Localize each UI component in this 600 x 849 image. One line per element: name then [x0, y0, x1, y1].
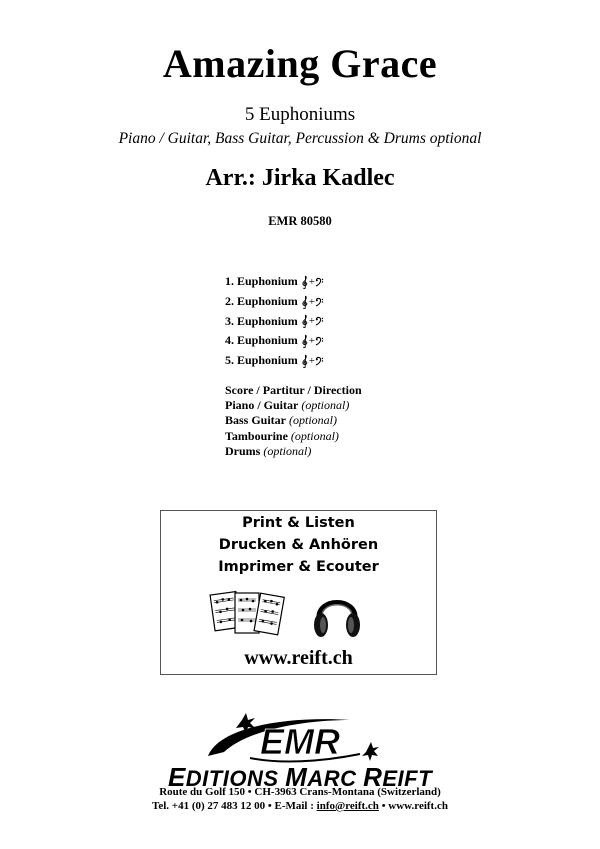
- extra-note: (optional): [263, 443, 312, 458]
- extra-name: Bass Guitar: [225, 413, 287, 428]
- clef-icons: [301, 354, 324, 368]
- treble-clef-icon: [301, 354, 309, 368]
- clef-plus: +: [308, 354, 315, 367]
- treble-clef-icon: [301, 295, 309, 309]
- part-item: [225, 292, 324, 312]
- part-item: [225, 351, 324, 371]
- treble-clef-icon: [301, 314, 309, 328]
- promo-line-french: Imprimer & Ecouter: [218, 559, 379, 575]
- parts-list: [225, 272, 324, 370]
- extra-name: Tambourine: [225, 428, 288, 443]
- extras-list: [225, 383, 362, 459]
- extra-note: (optional): [290, 428, 339, 443]
- part-label: 1. Euphonium: [225, 274, 298, 289]
- publisher-address: Route du Golf 150 • CH-3963 Crans-Montana (Switzerland): [159, 786, 441, 798]
- extra-item: [225, 444, 362, 459]
- part-item: [225, 272, 324, 292]
- promo-line-english: Print & Listen: [242, 515, 355, 531]
- website-link[interactable]: www.reift.ch: [244, 647, 353, 669]
- headphones-icon: [311, 585, 363, 641]
- wordmark-e: E: [167, 762, 186, 792]
- arranger: Arr.: Jirka Kadlec: [205, 165, 395, 191]
- wordmark-m: M: [285, 762, 308, 792]
- extra-name: Piano / Guitar: [225, 398, 299, 413]
- sheet-music-icon: [209, 587, 285, 643]
- extra-name: Score / Partitur / Direction: [225, 383, 362, 397]
- part-label: 5. Euphonium: [225, 353, 298, 368]
- part-label: 2. Euphonium: [225, 294, 298, 309]
- print-listen-box: [160, 510, 437, 675]
- extra-item: [225, 413, 362, 428]
- part-label: 3. Euphonium: [225, 313, 298, 328]
- part-label: 4. Euphonium: [225, 333, 298, 348]
- promo-line-german: Drucken & Anhören: [218, 537, 379, 553]
- subtitle: 5 Euphoniums: [244, 104, 356, 125]
- catalog-number: EMR 80580: [268, 214, 332, 228]
- emr-logo-text: EMR: [260, 721, 340, 762]
- bass-clef-icon: [315, 316, 324, 326]
- extra-item: [225, 398, 362, 413]
- email-link[interactable]: info@reift.ch: [316, 800, 379, 812]
- clef-plus: +: [308, 275, 315, 288]
- wordmark-ditions: DITIONS: [185, 766, 286, 791]
- extra-note: (optional): [301, 398, 350, 413]
- clef-plus: +: [308, 334, 315, 347]
- treble-clef-icon: [301, 334, 309, 348]
- wordmark-eift: EIFT: [382, 766, 433, 791]
- extra-name: Drums: [225, 443, 261, 458]
- clef-icons: [301, 295, 324, 309]
- wordmark-r: R: [363, 762, 383, 792]
- bass-clef-icon: [315, 336, 324, 346]
- wordmark-arc: ARC: [307, 766, 364, 791]
- clef-icons: [301, 334, 324, 348]
- contact-prefix: Tel. +41 (0) 27 483 12 00 • E-Mail :: [152, 800, 317, 812]
- clef-plus: +: [308, 315, 315, 328]
- page-title: Amazing Grace: [162, 41, 438, 86]
- clef-plus: +: [308, 295, 315, 308]
- bass-clef-icon: [315, 297, 324, 307]
- contact-suffix: • www.reift.ch: [378, 800, 448, 812]
- extra-item: [225, 383, 362, 398]
- bass-clef-icon: [315, 277, 324, 287]
- extra-item: [225, 429, 362, 444]
- publisher-contact: [0, 800, 600, 812]
- instrumentation-note: Piano / Guitar, Bass Guitar, Percussion & Drums optional: [118, 130, 482, 147]
- part-item: [225, 311, 324, 331]
- clef-icons: [301, 314, 324, 328]
- treble-clef-icon: [301, 275, 309, 289]
- bass-clef-icon: [315, 356, 324, 366]
- clef-icons: [301, 275, 324, 289]
- part-item: [225, 331, 324, 351]
- extra-note: (optional): [289, 413, 338, 428]
